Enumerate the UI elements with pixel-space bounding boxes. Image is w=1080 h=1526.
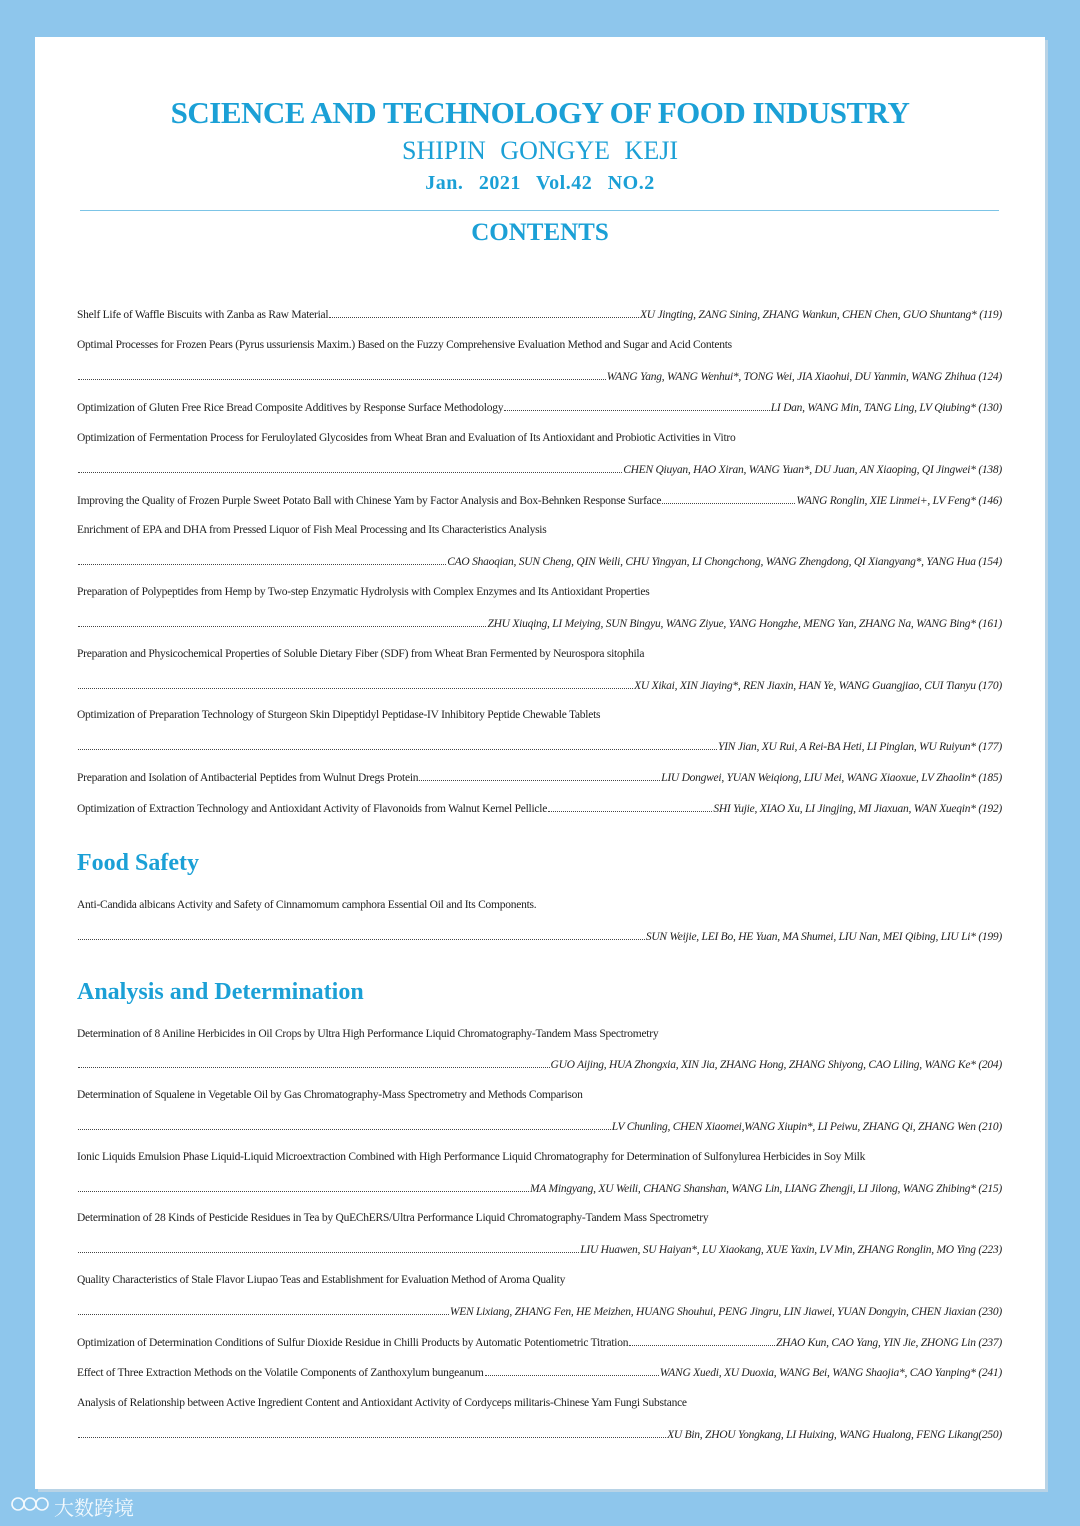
toc-line[interactable]: Optimization of Determination Conditions of Sulfur Dioxide Residue in Chilli Products by Automatic Potentiometric Titration ZHAO Kun, CAO Yang, YIN Jie, ZHONG Lin (237) xyxy=(77,1334,1002,1350)
brand-logo-icon xyxy=(10,1494,50,1519)
toc-line[interactable]: YIN Jian, XU Rui, A Rei-BA Heti, LI Pinglan, WU Ruiyun* (177) xyxy=(77,738,1002,754)
issue-info: Jan. 2021 Vol.42 NO.2 xyxy=(425,172,655,194)
toc-line[interactable]: Effect of Three Extraction Methods on the Volatile Components of Zanthoxylum bungeanum WANG Xuedi, XU Duoxia, WANG Bei, WANG Shaojia*, CAO Yanping* (241) xyxy=(77,1364,1002,1380)
toc-line[interactable]: Quality Characteristics of Stale Flavor Liupao Teas and Establishment for Evaluation Method of Aroma Quality xyxy=(77,1274,566,1286)
toc-line[interactable]: Optimization of Preparation Technology of Sturgeon Skin Dipeptidyl Peptidase-IV Inhibitory Peptide Chewable Tablets xyxy=(77,709,601,721)
toc-line[interactable]: GUO Aijing, HUA Zhongxia, XIN Jia, ZHANG Hong, ZHANG Shiyong, CAO Liling, WANG Ke* (204) xyxy=(77,1056,1002,1072)
toc-line[interactable]: WANG Yang, WANG Wenhui*, TONG Wei, JIA Xiaohui, DU Yanmin, WANG Zhihua (124) xyxy=(77,368,1002,384)
watermark-brand-text: 大数跨境 xyxy=(54,1496,134,1520)
header-divider xyxy=(80,210,999,211)
toc-line[interactable]: Preparation and Physicochemical Properties of Soluble Dietary Fiber (SDF) from Wheat Bran Fermented by Neurospora sitophila xyxy=(77,648,645,660)
watermark-journal-text: 食品工业科技杂志 xyxy=(866,1467,1043,1492)
section-heading-analysis: Analysis and Determination xyxy=(77,979,364,1005)
toc-line[interactable]: CAO Shaoqian, SUN Cheng, QIN Weili, CHU Yingyan, LI Chongchong, WANG Zhengdong, QI Xiangyang*, YANG Hua (154) xyxy=(77,553,1002,569)
toc-line[interactable]: XU Xikai, XIN Jiaying*, REN Jiaxin, HAN Ye, WANG Guangjiao, CUI Tianyu (170) xyxy=(77,677,1002,693)
watermark-journal xyxy=(835,1462,1043,1493)
toc-line[interactable]: Ionic Liquids Emulsion Phase Liquid-Liquid Microextraction Combined with High Performance Liquid Chromatography for Determination of Sulfonylurea Herbicides in Soy Milk xyxy=(77,1151,866,1163)
toc-line[interactable]: Determination of 8 Aniline Herbicides in Oil Crops by Ultra High Performance Liquid Chromatography-Tandem Mass Spectrometry xyxy=(77,1028,659,1040)
toc-line[interactable]: Anti-Candida albicans Activity and Safety of Cinnamomum camphora Essential Oil and Its Components. xyxy=(77,899,537,911)
toc-line[interactable]: Analysis of Relationship between Active Ingredient Content and Antioxidant Activity of Cordyceps militaris-Chinese Yam Fungi Substance xyxy=(77,1397,687,1409)
toc-line[interactable]: LV Chunling, CHEN Xiaomei,WANG Xiupin*, LI Peiwu, ZHANG Qi, ZHANG Wen (210) xyxy=(77,1118,1002,1134)
toc-line[interactable]: Improving the Quality of Frozen Purple Sweet Potato Ball with Chinese Yam by Factor Analysis and Box-Behnken Response Surface WANG Ronglin, XIE Linmei+, LV Feng* (146) xyxy=(77,492,1002,508)
wechat-icon xyxy=(835,1464,861,1492)
watermark-brand xyxy=(10,1492,134,1521)
journal-title: SCIENCE AND TECHNOLOGY OF FOOD INDUSTRY xyxy=(170,95,910,130)
toc-line[interactable]: Determination of 28 Kinds of Pesticide Residues in Tea by QuEChERS/Ultra Performance Liquid Chromatography-Tandem Mass Spectrometry xyxy=(77,1212,709,1224)
toc-line[interactable]: Optimization of Fermentation Process for Feruloylated Glycosides from Wheat Bran and Evaluation of Its Antioxidant and Probiotic Activities in Vitro xyxy=(77,432,736,444)
toc-line[interactable]: Optimal Processes for Frozen Pears (Pyrus ussuriensis Maxim.) Based on the Fuzzy Comprehensive Evaluation Method and Sugar and Acid Contents xyxy=(77,339,732,351)
toc-line[interactable]: Optimization of Gluten Free Rice Bread Composite Additives by Response Surface Methodology LI Dan, WANG Min, TANG Ling, LV Qiubing* (130) xyxy=(77,399,1002,415)
toc-line[interactable]: Determination of Squalene in Vegetable Oil by Gas Chromatography-Mass Spectrometry and Methods Comparison xyxy=(77,1089,583,1101)
toc-line[interactable]: LIU Huawen, SU Haiyan*, LU Xiaokang, XUE Yaxin, LV Min, ZHANG Ronglin, MO Ying (223) xyxy=(77,1241,1002,1257)
toc-line[interactable]: MA Mingyang, XU Weili, CHANG Shanshan, WANG Lin, LIANG Zhengji, LI Jilong, WANG Zhibing* (215) xyxy=(77,1180,1002,1196)
toc-line[interactable]: Enrichment of EPA and DHA from Pressed Liquor of Fish Meal Processing and Its Characteristics Analysis xyxy=(77,524,547,536)
toc-line[interactable]: CHEN Qiuyan, HAO Xiran, WANG Yuan*, DU Juan, AN Xiaoping, QI Jingwei* (138) xyxy=(77,461,1002,477)
toc-line[interactable]: SUN Weijie, LEI Bo, HE Yuan, MA Shumei, LIU Nan, MEI Qibing, LIU Li* (199) xyxy=(77,928,1002,944)
toc-line[interactable]: XU Bin, ZHOU Yongkang, LI Huixing, WANG Hualong, FENG Likang (250) xyxy=(77,1426,1002,1442)
toc-line[interactable]: Optimization of Extraction Technology and Antioxidant Activity of Flavonoids from Walnut Kernel Pellicle SHI Yujie, XIAO Xu, LI Jingjing, MI Jiaxuan, WAN Xueqin* (192) xyxy=(77,800,1002,816)
journal-subtitle: SHIPIN GONGYE KEJI xyxy=(402,136,678,165)
toc-line[interactable]: Shelf Life of Waffle Biscuits with Zanba as Raw Material XU Jingting, ZANG Sining, ZHANG Wankun, CHEN Chen, GUO Shuntang* (119) xyxy=(77,306,1002,322)
toc-line[interactable]: Preparation of Polypeptides from Hemp by Two-step Enzymatic Hydrolysis with Complex Enzymes and Its Antioxidant Properties xyxy=(77,586,650,598)
contents-heading: CONTENTS xyxy=(471,219,609,246)
journal-page xyxy=(35,37,1045,1489)
toc-line[interactable]: Preparation and Isolation of Antibacterial Peptides from Wulnut Dregs Protein LIU Dongwei, YUAN Weiqiong, LIU Mei, WANG Xiaoxue, LV Zhaolin* (185) xyxy=(77,769,1002,785)
section-heading-food-safety: Food Safety xyxy=(77,850,199,876)
toc-line[interactable]: WEN Lixiang, ZHANG Fen, HE Meizhen, HUANG Shouhui, PENG Jingru, LIN Jiawei, YUAN Dongyin, CHEN Jiaxian (230) xyxy=(77,1303,1002,1319)
toc-line[interactable]: ZHU Xiuqing, LI Meiying, SUN Bingyu, WANG Ziyue, YANG Hongzhe, MENG Yan, ZHANG Na, WANG Bing* (161) xyxy=(77,615,1002,631)
